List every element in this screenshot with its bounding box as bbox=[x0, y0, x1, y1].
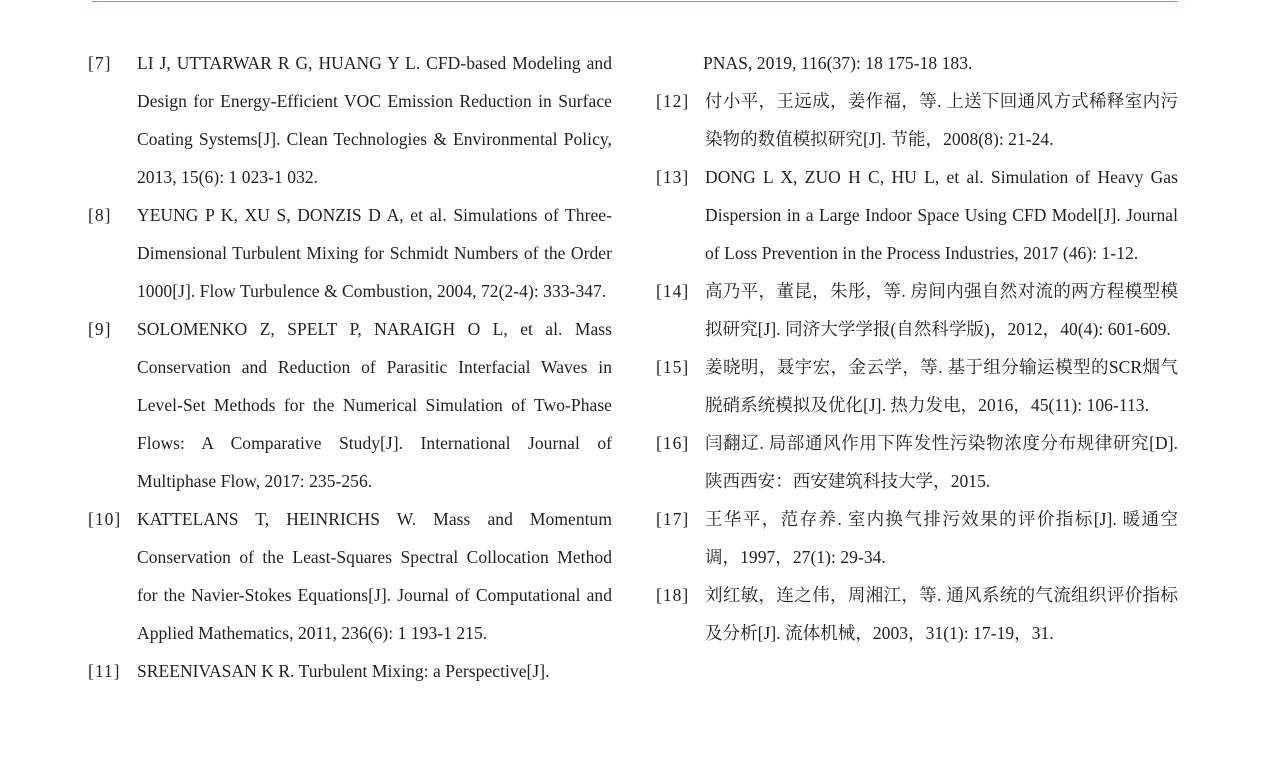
reference-item-11-continuation bbox=[656, 44, 1178, 82]
reference-text: 付小平，王远成，姜作福，等. 上送下回通风方式稀释室内污染物的数值模拟研究[J]. 节能，2008(8): 21-24. bbox=[705, 91, 1178, 149]
reference-number: [11] bbox=[88, 661, 121, 681]
reference-item-8 bbox=[88, 196, 612, 310]
reference-number: [13] bbox=[656, 167, 690, 187]
reference-number: [14] bbox=[656, 281, 690, 301]
reference-text: 高乃平，董昆，朱彤，等. 房间内强自然对流的两方程模型模拟研究[J]. 同济大学学报(自然科学版)，2012，40(4): 601-609. bbox=[705, 281, 1178, 339]
reference-number: [15] bbox=[656, 357, 690, 377]
reference-item-18 bbox=[656, 576, 1178, 652]
reference-text: SREENIVASAN K R. Turbulent Mixing: a Perspective[J]. bbox=[137, 661, 550, 681]
reference-text: 闫翻辽. 局部通风作用下阵发性污染物浓度分布规律研究[D]. 陕西西安：西安建筑科技大学，2015. bbox=[705, 433, 1178, 491]
reference-item-10 bbox=[88, 500, 612, 652]
reference-number: [9] bbox=[88, 319, 112, 339]
reference-text: 姜晓明，聂宇宏，金云学，等. 基于组分输运模型的SCR烟气脱硝系统模拟及优化[J]. 热力发电，2016，45(11): 106-113. bbox=[705, 357, 1178, 415]
reference-number: [7] bbox=[88, 53, 112, 73]
reference-text: DONG L X, ZUO H C, HU L, et al. Simulation of Heavy Gas Dispersion in a Large Indoor Space Using CFD Model[J]. Journal of Loss Prevention in the Process Industries, 2017 (46): 1-12. bbox=[705, 167, 1178, 263]
reference-item-15 bbox=[656, 348, 1178, 424]
reference-text: SOLOMENKO Z, SPELT P, NARAIGH O L, et al. Mass Conservation and Reduction of Parasitic Interfacial Waves in Level-Set Methods for the Numerical Simulation of Two-Phase Flows: A Comparative Study[J]. International Journal of Multiphase Flow, 2017: 235-256. bbox=[137, 319, 612, 491]
reference-item-9 bbox=[88, 310, 612, 500]
reference-item-13 bbox=[656, 158, 1178, 272]
reference-number: [18] bbox=[656, 585, 690, 605]
reference-number: [16] bbox=[656, 433, 690, 453]
reference-item-14 bbox=[656, 272, 1178, 348]
reference-item-16 bbox=[656, 424, 1178, 500]
reference-text: KATTELANS T, HEINRICHS W. Mass and Momentum Conservation of the Least-Squares Spectral Collocation Method for the Navier-Stokes Equations[J]. Journal of Computational and Applied Mathematics, 2011, 236(6): 1 193-1 215. bbox=[137, 509, 612, 643]
reference-text: PNAS, 2019, 116(37): 18 175-18 183. bbox=[703, 53, 973, 73]
reference-text: 王华平，范存养. 室内换气排污效果的评价指标[J]. 暖通空调，1997，27(1): 29-34. bbox=[705, 509, 1178, 567]
reference-text: 刘红敏，连之伟，周湘江，等. 通风系统的气流组织评价指标及分析[J]. 流体机械，2003，31(1): 17-19，31. bbox=[705, 585, 1178, 643]
references-right-column bbox=[656, 44, 1178, 652]
reference-item-11 bbox=[88, 652, 612, 690]
reference-number: [17] bbox=[656, 509, 690, 529]
reference-item-12 bbox=[656, 82, 1178, 158]
reference-item-17 bbox=[656, 500, 1178, 576]
reference-number: [12] bbox=[656, 91, 690, 111]
header-rule bbox=[92, 1, 1178, 2]
reference-text: YEUNG P K, XU S, DONZIS D A, et al. Simulations of Three-Dimensional Turbulent Mixing for Schmidt Numbers of the Order 1000[J]. Flow Turbulence & Combustion, 2004, 72(2-4): 333-347. bbox=[137, 205, 612, 301]
reference-number: [8] bbox=[88, 205, 112, 225]
reference-text: LI J, UTTARWAR R G, HUANG Y L. CFD-based Modeling and Design for Energy-Efficient VOC Emission Reduction in Surface Coating Systems[J]. Clean Technologies & Environmental Policy, 2013, 15(6): 1 023-1 032. bbox=[137, 53, 612, 187]
references-left-column bbox=[88, 44, 612, 690]
reference-item-7 bbox=[88, 44, 612, 196]
reference-number: [10] bbox=[88, 509, 122, 529]
